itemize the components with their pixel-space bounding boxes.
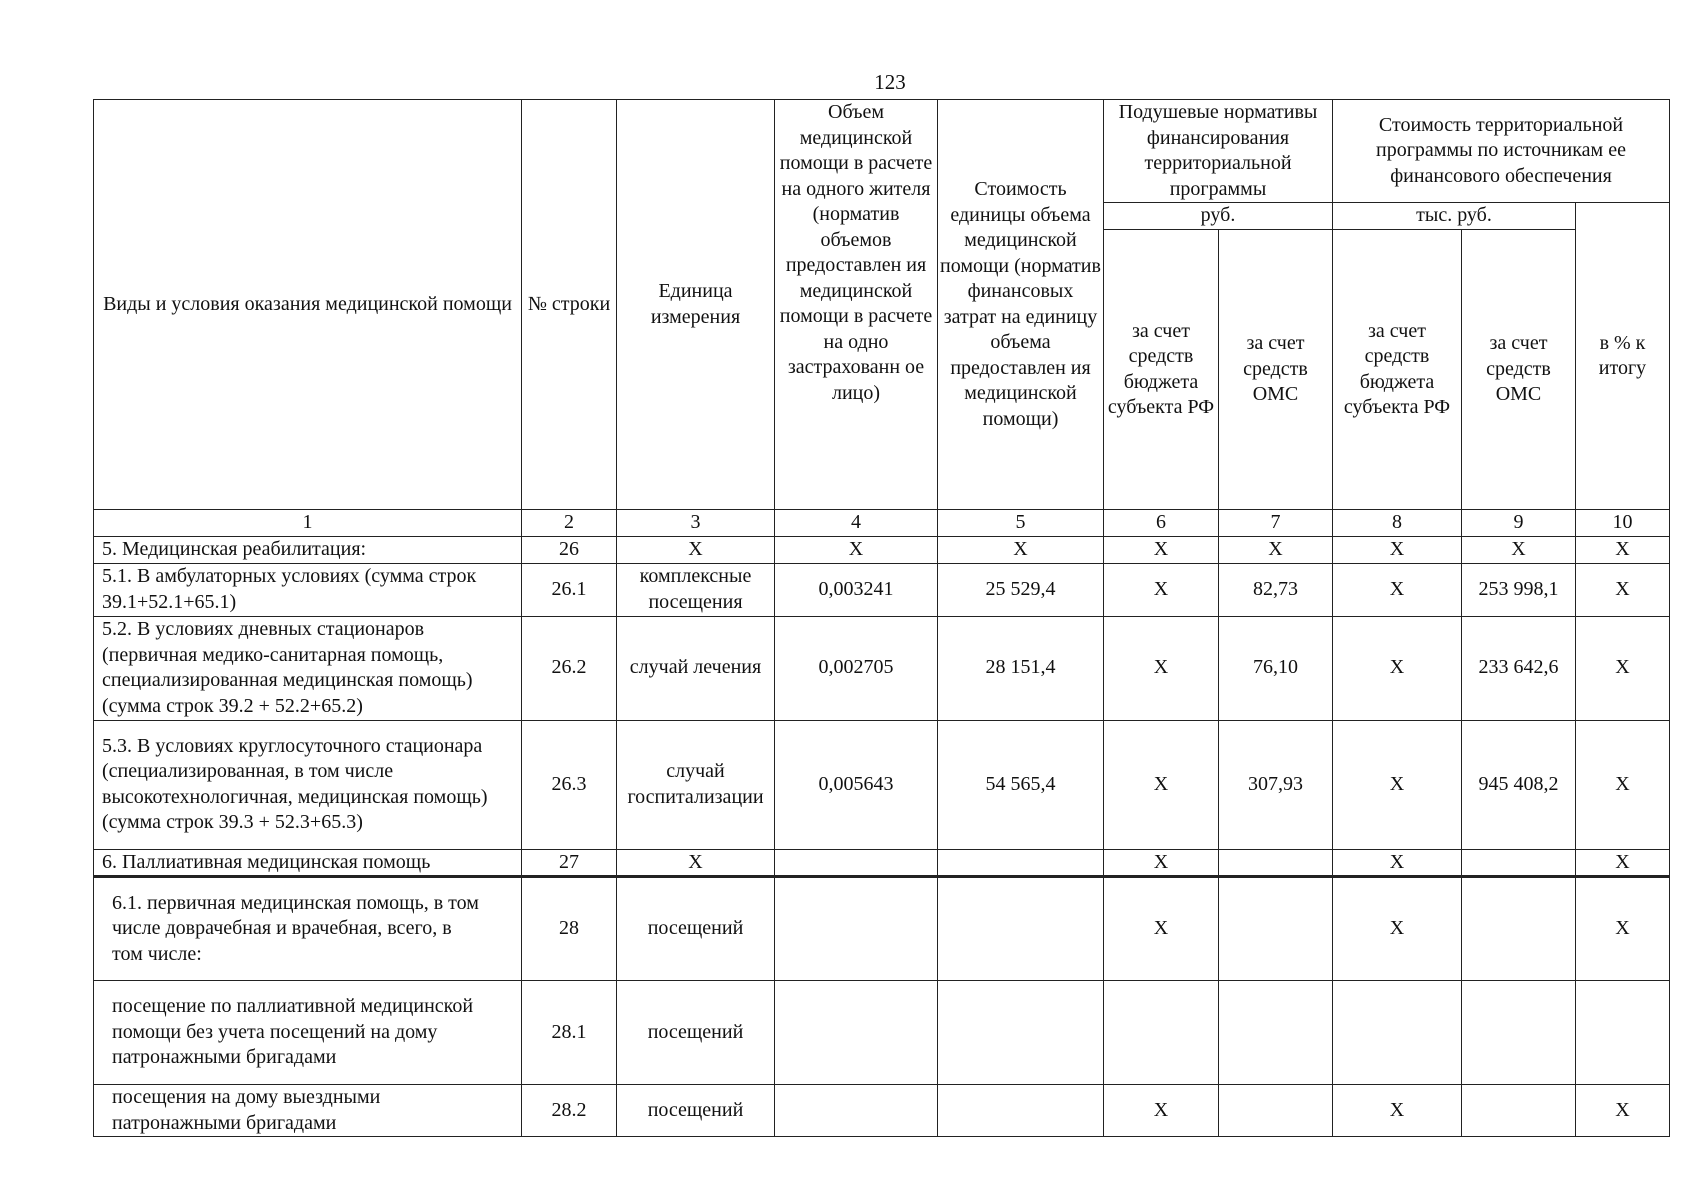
row-number: 28.2: [522, 1085, 617, 1137]
row-unit: посещений: [617, 981, 775, 1085]
row-unit-cost: 28 151,4: [938, 616, 1104, 720]
row-unit-cost: [938, 877, 1104, 981]
table-row: [94, 877, 1670, 981]
row-unit: посещений: [617, 1085, 775, 1137]
row-oms-rub: X: [1219, 536, 1333, 563]
row-volume: 0,002705: [775, 616, 938, 720]
row-volume: 0,005643: [775, 720, 938, 849]
row-unit-cost: [938, 1085, 1104, 1137]
row-number: 28: [522, 877, 617, 981]
row-budget-thous: X: [1333, 877, 1462, 981]
row-unit-cost: X: [938, 536, 1104, 563]
header-budget-rub: за счет средств бюджета субъекта РФ: [1104, 230, 1219, 510]
header-oms-thous: за счет средств ОМС: [1462, 230, 1576, 510]
row-unit: случай лечения: [617, 616, 775, 720]
row-oms-thous: 945 408,2: [1462, 720, 1576, 849]
row-oms-rub: [1219, 1085, 1333, 1137]
row-unit-cost: 54 565,4: [938, 720, 1104, 849]
column-numbers-row: [94, 510, 1670, 537]
header-volume-norm: Объем медицинской помощи в расчете на одного жителя (норматив объемов предоставлен ия медицинской помощи в расчете на одно застрахованн ое лицо): [775, 100, 938, 510]
row-unit-cost: [938, 849, 1104, 877]
row-percent: X: [1576, 563, 1670, 616]
column-number: 6: [1104, 510, 1219, 537]
row-volume: [775, 877, 938, 981]
header-type-of-care: Виды и условия оказания медицинской помощи: [94, 100, 522, 510]
row-title: 6. Паллиативная медицинская помощь: [94, 849, 522, 877]
row-oms-thous: 253 998,1: [1462, 563, 1576, 616]
row-budget-rub: [1104, 981, 1219, 1085]
row-percent: X: [1576, 616, 1670, 720]
row-budget-rub: X: [1104, 616, 1219, 720]
row-budget-thous: X: [1333, 849, 1462, 877]
row-percent: X: [1576, 849, 1670, 877]
row-oms-rub: 76,10: [1219, 616, 1333, 720]
row-percent: X: [1576, 1085, 1670, 1137]
row-number: 28.1: [522, 981, 617, 1085]
row-oms-rub: [1219, 981, 1333, 1085]
row-unit: X: [617, 536, 775, 563]
row-budget-thous: X: [1333, 616, 1462, 720]
row-number: 26.1: [522, 563, 617, 616]
row-unit-cost: [938, 981, 1104, 1085]
header-row-number: № строки: [522, 100, 617, 510]
header-program-cost-group: Стоимость территориальной программы по источникам ее финансового обеспечения: [1333, 100, 1670, 203]
row-unit: посещений: [617, 877, 775, 981]
row-number: 26.3: [522, 720, 617, 849]
column-number: 10: [1576, 510, 1670, 537]
row-title: посещения на дому выездными патронажными бригадами: [94, 1085, 522, 1137]
header-unit-cost: Стоимость единицы объема медицинской помощи (норматив финансовых затрат на единицу объема предоставлен ия медицинской помощи): [938, 100, 1104, 510]
row-budget-rub: X: [1104, 849, 1219, 877]
row-number: 26.2: [522, 616, 617, 720]
row-oms-thous: X: [1462, 536, 1576, 563]
row-percent: X: [1576, 720, 1670, 849]
row-oms-thous: [1462, 849, 1576, 877]
column-number: 2: [522, 510, 617, 537]
row-title: 6.1. первичная медицинская помощь, в том числе доврачебная и врачебная, всего, в том числе:: [94, 877, 522, 981]
row-oms-thous: 233 642,6: [1462, 616, 1576, 720]
header-unit: Единица измерения: [617, 100, 775, 510]
column-number: 3: [617, 510, 775, 537]
row-budget-rub: X: [1104, 1085, 1219, 1137]
row-volume: [775, 981, 938, 1085]
row-budget-thous: X: [1333, 563, 1462, 616]
territorial-program-table: [93, 99, 1670, 1137]
row-volume: [775, 849, 938, 877]
table-row: [94, 720, 1670, 849]
row-budget-thous: X: [1333, 1085, 1462, 1137]
row-budget-rub: X: [1104, 563, 1219, 616]
header-unit-thous-rub: тыс. руб.: [1333, 203, 1576, 230]
row-title: 5. Медицинская реабилитация:: [94, 536, 522, 563]
row-oms-thous: [1462, 1085, 1576, 1137]
row-title: 5.1. В амбулаторных условиях (сумма строк 39.1+52.1+65.1): [94, 563, 522, 616]
row-budget-rub: X: [1104, 536, 1219, 563]
table-row: [94, 536, 1670, 563]
row-oms-thous: [1462, 877, 1576, 981]
row-unit-cost: 25 529,4: [938, 563, 1104, 616]
table-row: [94, 616, 1670, 720]
header-percent-total: в % к итогу: [1576, 203, 1670, 510]
row-oms-rub: 82,73: [1219, 563, 1333, 616]
row-title: 5.3. В условиях круглосуточного стационара (специализированная, в том числе высокотехнологичная, медицинская помощь) (сумма строк 39.3 + 52.3+65.3): [94, 720, 522, 849]
row-budget-rub: X: [1104, 877, 1219, 981]
column-number: 4: [775, 510, 938, 537]
row-percent: X: [1576, 877, 1670, 981]
column-number: 9: [1462, 510, 1576, 537]
row-oms-thous: [1462, 981, 1576, 1085]
row-percent: X: [1576, 536, 1670, 563]
row-number: 26: [522, 536, 617, 563]
row-unit: случай госпитализации: [617, 720, 775, 849]
row-volume: [775, 1085, 938, 1137]
row-unit: комплексные посещения: [617, 563, 775, 616]
table-row: [94, 849, 1670, 877]
row-volume: 0,003241: [775, 563, 938, 616]
table-row: [94, 981, 1670, 1085]
header-per-capita-group: Подушевые нормативы финансирования территориальной программы: [1104, 100, 1333, 203]
row-oms-rub: [1219, 849, 1333, 877]
row-volume: X: [775, 536, 938, 563]
row-budget-rub: X: [1104, 720, 1219, 849]
row-budget-thous: X: [1333, 720, 1462, 849]
table-row: [94, 563, 1670, 616]
page-number: 123: [874, 70, 906, 94]
column-number: 5: [938, 510, 1104, 537]
column-number: 7: [1219, 510, 1333, 537]
header-oms-rub: за счет средств ОМС: [1219, 230, 1333, 510]
column-number: 1: [94, 510, 522, 537]
header-unit-rub: руб.: [1104, 203, 1333, 230]
row-oms-rub: 307,93: [1219, 720, 1333, 849]
row-budget-thous: [1333, 981, 1462, 1085]
row-budget-thous: X: [1333, 536, 1462, 563]
row-number: 27: [522, 849, 617, 877]
column-number: 8: [1333, 510, 1462, 537]
table-row: [94, 1085, 1670, 1137]
row-title: посещение по паллиативной медицинской помощи без учета посещений на дому патронажными бригадами: [94, 981, 522, 1085]
row-title: 5.2. В условиях дневных стационаров (первичная медико-санитарная помощь, специализированная медицинская помощь) (сумма строк 39.2 + 52.2+65.2): [94, 616, 522, 720]
row-percent: [1576, 981, 1670, 1085]
row-unit: X: [617, 849, 775, 877]
row-oms-rub: [1219, 877, 1333, 981]
header-budget-thous: за счет средств бюджета субъекта РФ: [1333, 230, 1462, 510]
